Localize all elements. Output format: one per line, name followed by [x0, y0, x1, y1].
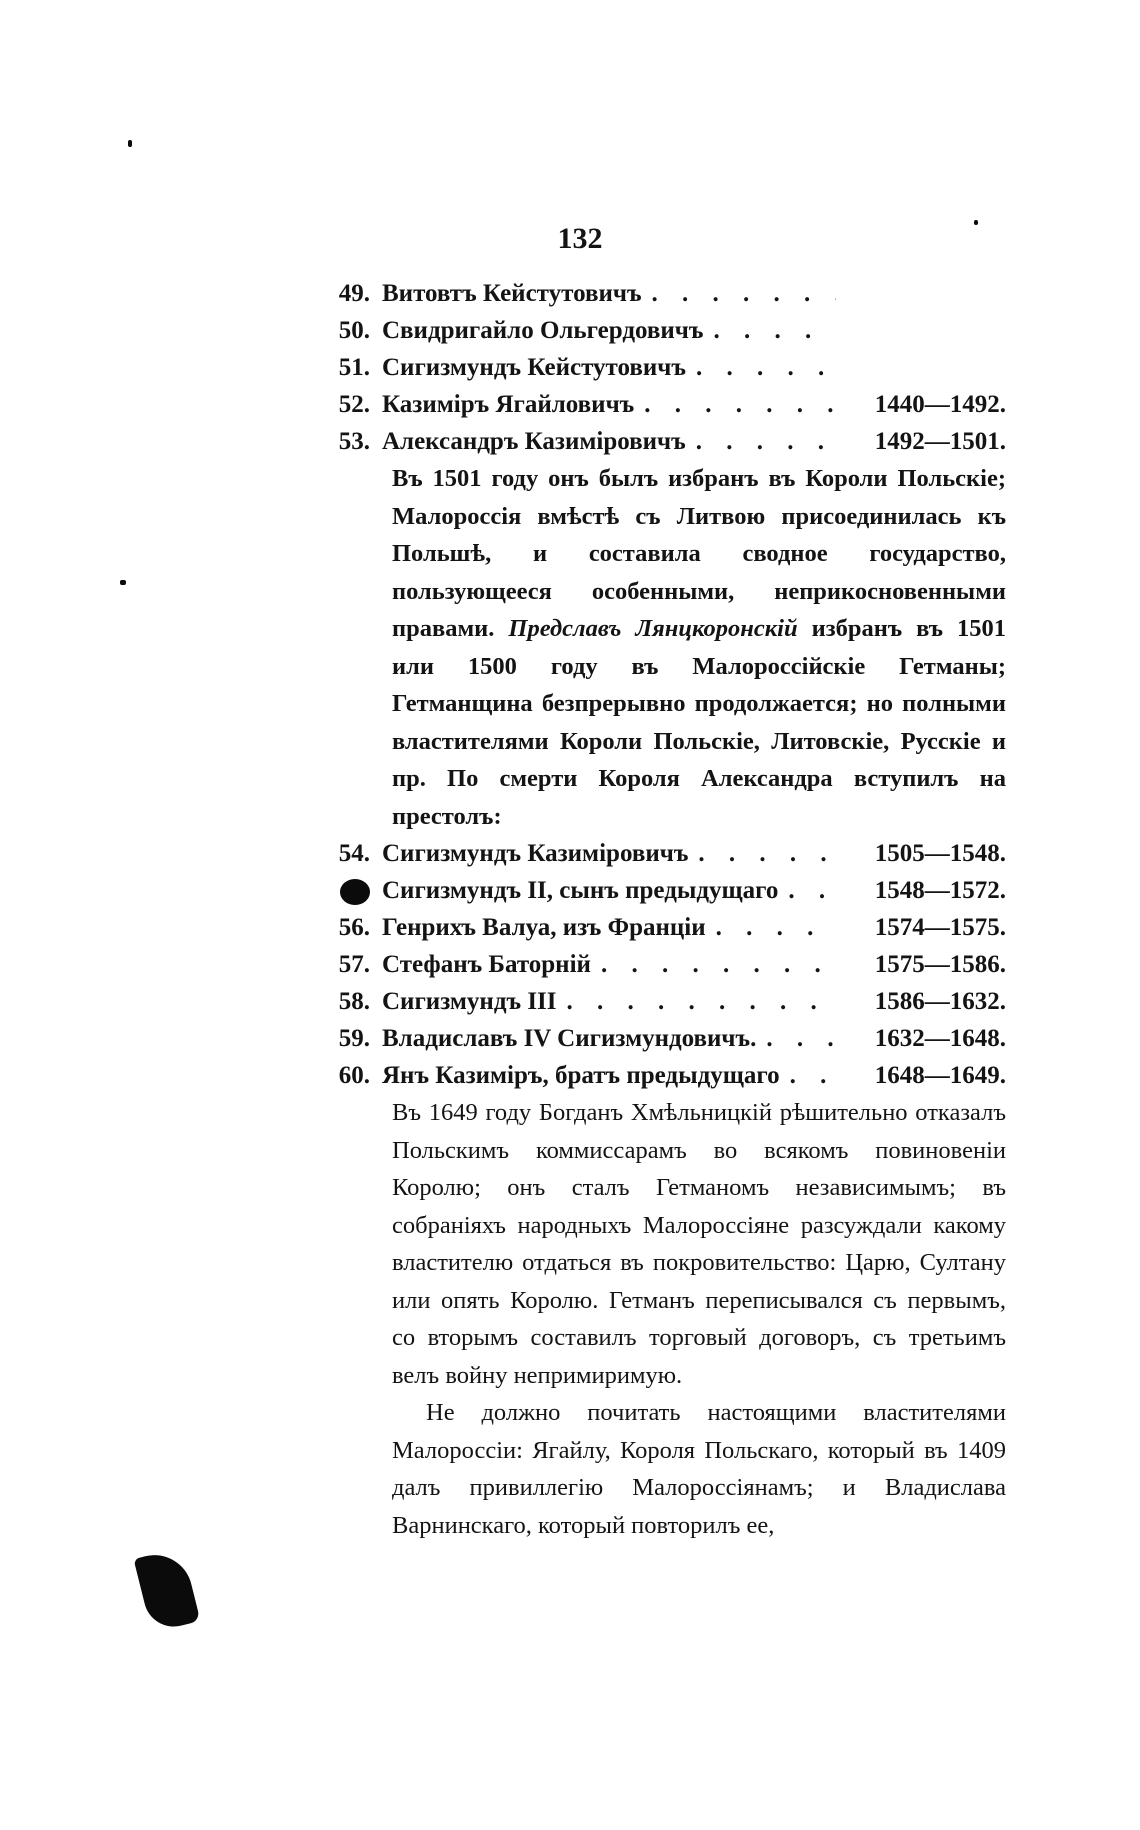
- leader-dots: [652, 275, 836, 312]
- entry-years: 1632—1648.: [874, 1025, 1006, 1052]
- paragraph-text: Въ 1501 году онъ былъ избранъ въ Короли Польскіе; Малороссія вмѣстѣ съ Литвою присоединилась къ Польшѣ, и составила сводное государство, пользующееся особенными, неприкосновенными правами.: [392, 465, 1006, 642]
- entry-years: 1586—1632.: [874, 988, 1006, 1015]
- italic-name: Предславъ Лянцкоронскій: [508, 615, 798, 642]
- entry-number: 56.: [338, 914, 370, 941]
- entry-name: Стефанъ Баторній: [382, 951, 591, 978]
- leader-dots: [601, 946, 836, 983]
- leader-dots: [788, 872, 836, 909]
- entry-number: 52.: [338, 391, 370, 418]
- list-entry: [316, 909, 1006, 946]
- list-entry: [316, 835, 1006, 872]
- entry-years: 1492—1501.: [874, 428, 1006, 455]
- entry-number: 53.: [338, 428, 370, 455]
- entry-name: Свидригайло Ольгердовичъ: [382, 317, 704, 344]
- entry-number: 57.: [338, 951, 370, 978]
- list-entry: [316, 275, 1006, 312]
- entry-number: 51.: [338, 354, 370, 381]
- entry-name: Янъ Казиміръ, братъ предыдущаго: [382, 1062, 780, 1089]
- paragraph-khmelnitsky: Въ 1649 году Богданъ Хмѣльницкій рѣшительно отказалъ Польскимъ коммиссарамъ во всякомъ повиновеніи Королю; онъ сталъ Гетманомъ независимымъ; въ собраніяхъ народныхъ Малороссіяне разсуждали какому властителю отдаться въ покровительство: Царю, Султану или опять Королю. Гетманъ переписывался съ первымъ, со вторымъ составилъ торговый договоръ, съ третьимъ велъ войну непримиримую.: [392, 1099, 1006, 1389]
- entry-years: 1575—1586.: [874, 951, 1006, 978]
- text-column: [316, 275, 1006, 1544]
- entry-number: 50.: [338, 317, 370, 344]
- paragraph-note: [392, 1394, 1006, 1544]
- leader-dots: [644, 386, 836, 423]
- entry-number: 60.: [338, 1062, 370, 1089]
- entry-years: 1648—1649.: [874, 1062, 1006, 1089]
- list-entry: [316, 1020, 1006, 1057]
- entry-name: Сигизмундъ II, сынъ предыдущаго: [382, 877, 779, 904]
- scan-speck: [974, 220, 978, 225]
- leader-dots: [567, 983, 837, 1020]
- leader-dots: [790, 1057, 836, 1094]
- entry-name: Казиміръ Ягайловичъ: [382, 391, 635, 418]
- entry-number-ink-blot: [316, 872, 370, 909]
- entry-number: 58.: [338, 988, 370, 1015]
- entry-name: Сигизмундъ Кейстутовичъ: [382, 354, 686, 381]
- leader-dots: [698, 835, 836, 872]
- scan-speck: [128, 140, 132, 147]
- list-entry: [316, 312, 1006, 349]
- list-entry: [316, 1057, 1006, 1094]
- entry-years: 1548—1572.: [874, 877, 1006, 904]
- entry-years: 1574—1575.: [874, 914, 1006, 941]
- entry-number: 49.: [338, 280, 370, 307]
- leader-dots: [716, 909, 836, 946]
- list-entry: [316, 423, 1006, 460]
- entry-name: Генрихъ Валуа, изъ Франціи: [382, 914, 706, 941]
- list-entry: [316, 872, 1006, 909]
- leader-dots: [766, 1020, 836, 1057]
- list-entry: [316, 386, 1006, 423]
- entry-name: Владиславъ IV Сигизмундовичъ.: [382, 1025, 757, 1052]
- entry-name: Витовтъ Кейстутовичъ: [382, 280, 642, 307]
- page-number: 132: [557, 222, 603, 255]
- paragraph-text: избранъ въ 1501 или 1500 году въ Малороссійскіе Гетманы; Гетманщина безпрерывно продолжается; но полными властителями Короли Польскіе, Литовскіе, Русскіе и пр. По смерти Короля Александра вступилъ на престолъ:: [392, 615, 1007, 830]
- paragraph-text: Не должно почитать настоящими властителями Малороссіи: Ягайлу, Короля Польскаго, который въ 1409 далъ привиллегію Малороссіянамъ; и Владислава Варнинскаго, который повторилъ ее,: [392, 1399, 1006, 1539]
- list-entry: [316, 946, 1006, 983]
- leader-dots: [713, 312, 836, 349]
- entry-name: Сигизмундъ Казиміровичъ: [382, 840, 689, 867]
- scan-speck: [120, 580, 126, 585]
- leader-dots: [696, 423, 836, 460]
- entry-number: 59.: [338, 1025, 370, 1052]
- entry-name: Александръ Казиміровичъ: [382, 428, 686, 455]
- entry-number: 54.: [338, 840, 370, 867]
- entry-name: Сигизмундъ III: [382, 988, 557, 1015]
- list-entry: [316, 349, 1006, 386]
- scan-blot: [134, 1547, 201, 1633]
- leader-dots: [696, 349, 836, 386]
- entry-years: 1440—1492.: [874, 391, 1006, 418]
- paragraph-alexander: [392, 460, 1006, 835]
- list-entry: [316, 983, 1006, 1020]
- entry-years: 1505—1548.: [874, 840, 1006, 867]
